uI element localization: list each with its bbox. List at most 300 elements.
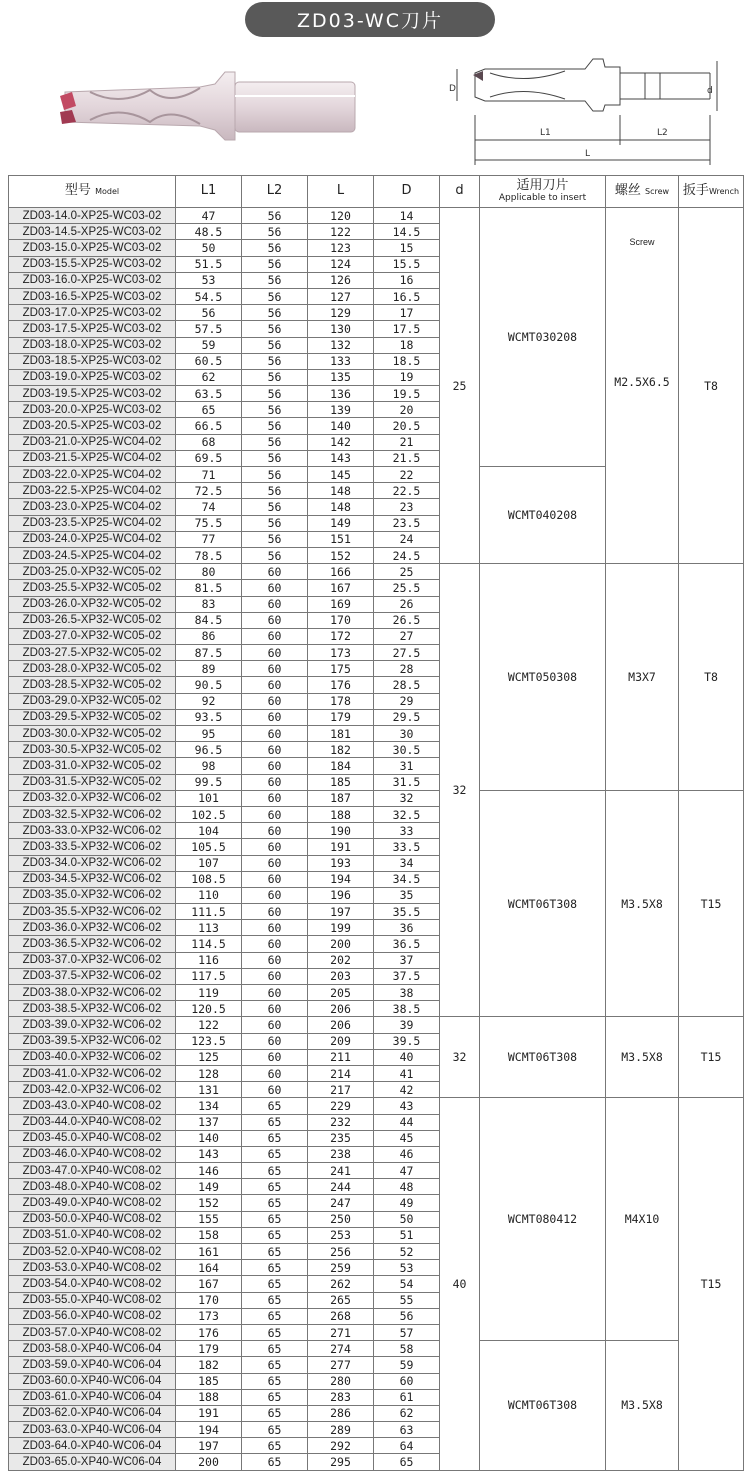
l2-cell: 60 — [242, 661, 308, 677]
insert-cell: WCMT06T308 — [480, 1017, 606, 1098]
diameter-cell: 30 — [374, 726, 440, 742]
l1-cell: 155 — [176, 1211, 242, 1227]
l1-cell: 131 — [176, 1082, 242, 1098]
l1-cell: 83 — [176, 596, 242, 612]
model-cell: ZD03-14.5-XP25-WC03-02 — [9, 224, 176, 240]
model-cell: ZD03-21.0-XP25-WC04-02 — [9, 434, 176, 450]
page-title: ZD03-WC刀片 — [245, 2, 495, 37]
l-cell: 244 — [308, 1179, 374, 1195]
l-cell: 196 — [308, 887, 374, 903]
l1-cell: 105.5 — [176, 839, 242, 855]
table-row — [9, 1017, 744, 1033]
model-cell: ZD03-34.5-XP32-WC06-02 — [9, 871, 176, 887]
l-cell: 136 — [308, 386, 374, 402]
l2-cell: 65 — [242, 1357, 308, 1373]
model-cell: ZD03-56.0-XP40-WC08-02 — [9, 1308, 176, 1324]
diameter-cell: 63 — [374, 1422, 440, 1438]
screw-value: M2.5X6.5 — [614, 375, 670, 389]
diameter-cell: 23 — [374, 499, 440, 515]
l2-cell: 65 — [242, 1324, 308, 1340]
col-d: d — [440, 176, 480, 208]
screw-cell: M3X7 — [606, 564, 679, 791]
model-cell: ZD03-15.0-XP25-WC03-02 — [9, 240, 176, 256]
l-cell: 120 — [308, 208, 374, 224]
drawing-label-L: L — [585, 149, 591, 159]
l-cell: 200 — [308, 936, 374, 952]
model-cell: ZD03-46.0-XP40-WC08-02 — [9, 1146, 176, 1162]
l-cell: 123 — [308, 240, 374, 256]
l-cell: 209 — [308, 1033, 374, 1049]
l1-cell: 179 — [176, 1341, 242, 1357]
model-cell: ZD03-57.0-XP40-WC08-02 — [9, 1324, 176, 1340]
model-cell: ZD03-49.0-XP40-WC08-02 — [9, 1195, 176, 1211]
diameter-cell: 22 — [374, 467, 440, 483]
diameter-cell: 38.5 — [374, 1001, 440, 1017]
l2-cell: 65 — [242, 1098, 308, 1114]
l1-cell: 87.5 — [176, 645, 242, 661]
l-cell: 214 — [308, 1065, 374, 1081]
diameter-cell: 16.5 — [374, 288, 440, 304]
l-cell: 170 — [308, 612, 374, 628]
diameter-cell: 55 — [374, 1292, 440, 1308]
diameter-cell: 19.5 — [374, 386, 440, 402]
diameter-cell: 28.5 — [374, 677, 440, 693]
drawing-label-L2: L2 — [657, 128, 668, 138]
shank-d-cell: 32 — [440, 1017, 480, 1098]
diameter-cell: 41 — [374, 1065, 440, 1081]
l1-cell: 167 — [176, 1276, 242, 1292]
diameter-cell: 25 — [374, 564, 440, 580]
diameter-cell: 33 — [374, 823, 440, 839]
l1-cell: 98 — [176, 758, 242, 774]
col-model: 型号 Model — [9, 176, 176, 208]
l-cell: 176 — [308, 677, 374, 693]
l1-cell: 102.5 — [176, 806, 242, 822]
diameter-cell: 28 — [374, 661, 440, 677]
l-cell: 197 — [308, 904, 374, 920]
model-cell: ZD03-39.5-XP32-WC06-02 — [9, 1033, 176, 1049]
diameter-cell: 30.5 — [374, 742, 440, 758]
l-cell: 169 — [308, 596, 374, 612]
diameter-cell: 46 — [374, 1146, 440, 1162]
model-cell: ZD03-45.0-XP40-WC08-02 — [9, 1130, 176, 1146]
l2-cell: 65 — [242, 1454, 308, 1470]
screw-cell: M3.5X8 — [606, 790, 679, 1017]
diameter-cell: 39.5 — [374, 1033, 440, 1049]
drawing-label-d: d — [707, 86, 713, 96]
l-cell: 206 — [308, 1001, 374, 1017]
l2-cell: 60 — [242, 839, 308, 855]
l-cell: 148 — [308, 483, 374, 499]
l2-cell: 65 — [242, 1227, 308, 1243]
wrench-cell: T15 — [679, 1098, 744, 1470]
diameter-cell: 36 — [374, 920, 440, 936]
diameter-cell: 37 — [374, 952, 440, 968]
l-cell: 203 — [308, 968, 374, 984]
model-cell: ZD03-25.5-XP32-WC05-02 — [9, 580, 176, 596]
l2-cell: 56 — [242, 305, 308, 321]
l1-cell: 56 — [176, 305, 242, 321]
shank-d-cell: 40 — [440, 1098, 480, 1470]
l-cell: 265 — [308, 1292, 374, 1308]
l1-cell: 65 — [176, 402, 242, 418]
l1-cell: 128 — [176, 1065, 242, 1081]
model-cell: ZD03-26.5-XP32-WC05-02 — [9, 612, 176, 628]
diameter-cell: 19 — [374, 369, 440, 385]
l-cell: 256 — [308, 1244, 374, 1260]
l2-cell: 65 — [242, 1130, 308, 1146]
model-cell: ZD03-42.0-XP32-WC06-02 — [9, 1082, 176, 1098]
l1-cell: 96.5 — [176, 742, 242, 758]
model-cell: ZD03-27.0-XP32-WC05-02 — [9, 628, 176, 644]
diameter-cell: 50 — [374, 1211, 440, 1227]
l2-cell: 56 — [242, 240, 308, 256]
l-cell: 283 — [308, 1389, 374, 1405]
header-row — [9, 176, 744, 208]
diameter-cell: 20.5 — [374, 418, 440, 434]
diameter-cell: 49 — [374, 1195, 440, 1211]
l-cell: 152 — [308, 547, 374, 563]
model-cell: ZD03-36.0-XP32-WC06-02 — [9, 920, 176, 936]
col-insert: 适用刀片 Applicable to insert — [480, 176, 606, 208]
model-cell: ZD03-50.0-XP40-WC08-02 — [9, 1211, 176, 1227]
l-cell: 202 — [308, 952, 374, 968]
l-cell: 167 — [308, 580, 374, 596]
l2-cell: 56 — [242, 418, 308, 434]
l-cell: 268 — [308, 1308, 374, 1324]
diameter-cell: 32.5 — [374, 806, 440, 822]
l-cell: 292 — [308, 1438, 374, 1454]
l-cell: 247 — [308, 1195, 374, 1211]
l-cell: 122 — [308, 224, 374, 240]
l1-cell: 92 — [176, 693, 242, 709]
l1-cell: 116 — [176, 952, 242, 968]
l2-cell: 60 — [242, 887, 308, 903]
dimension-drawing — [445, 55, 720, 170]
diameter-cell: 59 — [374, 1357, 440, 1373]
diameter-cell: 39 — [374, 1017, 440, 1033]
wrench-cell: T15 — [679, 790, 744, 1017]
l-cell: 145 — [308, 467, 374, 483]
screw-caption: Screw — [629, 237, 655, 247]
l-cell: 199 — [308, 920, 374, 936]
l-cell: 229 — [308, 1098, 374, 1114]
drawing-label-D: D — [449, 84, 456, 94]
l2-cell: 65 — [242, 1405, 308, 1421]
model-cell: ZD03-27.5-XP32-WC05-02 — [9, 645, 176, 661]
l-cell: 286 — [308, 1405, 374, 1421]
table-row — [9, 564, 744, 580]
col-l2: L2 — [242, 176, 308, 208]
l-cell: 135 — [308, 369, 374, 385]
model-cell: ZD03-29.0-XP32-WC05-02 — [9, 693, 176, 709]
l-cell: 262 — [308, 1276, 374, 1292]
l2-cell: 65 — [242, 1211, 308, 1227]
l2-cell: 60 — [242, 709, 308, 725]
screw-cell: M3.5X8 — [606, 1017, 679, 1098]
l-cell: 274 — [308, 1341, 374, 1357]
l1-cell: 107 — [176, 855, 242, 871]
model-cell: ZD03-19.5-XP25-WC03-02 — [9, 386, 176, 402]
l2-cell: 60 — [242, 693, 308, 709]
l2-cell: 60 — [242, 612, 308, 628]
model-cell: ZD03-64.0-XP40-WC06-04 — [9, 1438, 176, 1454]
l-cell: 271 — [308, 1324, 374, 1340]
l2-cell: 56 — [242, 450, 308, 466]
l2-cell: 56 — [242, 256, 308, 272]
l1-cell: 59 — [176, 337, 242, 353]
l-cell: 217 — [308, 1082, 374, 1098]
diameter-cell: 62 — [374, 1405, 440, 1421]
l-cell: 149 — [308, 515, 374, 531]
diameter-cell: 42 — [374, 1082, 440, 1098]
l1-cell: 77 — [176, 531, 242, 547]
l2-cell: 65 — [242, 1389, 308, 1405]
model-cell: ZD03-28.5-XP32-WC05-02 — [9, 677, 176, 693]
l2-cell: 60 — [242, 1082, 308, 1098]
model-cell: ZD03-15.5-XP25-WC03-02 — [9, 256, 176, 272]
l1-cell: 81.5 — [176, 580, 242, 596]
l-cell: 211 — [308, 1049, 374, 1065]
l-cell: 238 — [308, 1146, 374, 1162]
diameter-cell: 26 — [374, 596, 440, 612]
diameter-cell: 29.5 — [374, 709, 440, 725]
diameter-cell: 17 — [374, 305, 440, 321]
drawing-label-L1: L1 — [540, 128, 551, 138]
diameter-cell: 33.5 — [374, 839, 440, 855]
diameter-cell: 35.5 — [374, 904, 440, 920]
l-cell: 172 — [308, 628, 374, 644]
l-cell: 289 — [308, 1422, 374, 1438]
model-cell: ZD03-20.5-XP25-WC03-02 — [9, 418, 176, 434]
diameter-cell: 29 — [374, 693, 440, 709]
l-cell: 139 — [308, 402, 374, 418]
l1-cell: 50 — [176, 240, 242, 256]
l2-cell: 65 — [242, 1308, 308, 1324]
wrench-cell: T8 — [679, 564, 744, 791]
l2-cell: 60 — [242, 580, 308, 596]
model-cell: ZD03-38.5-XP32-WC06-02 — [9, 1001, 176, 1017]
l2-cell: 65 — [242, 1244, 308, 1260]
model-cell: ZD03-33.0-XP32-WC06-02 — [9, 823, 176, 839]
l1-cell: 108.5 — [176, 871, 242, 887]
l-cell: 179 — [308, 709, 374, 725]
model-cell: ZD03-23.0-XP25-WC04-02 — [9, 499, 176, 515]
l1-cell: 99.5 — [176, 774, 242, 790]
l2-cell: 56 — [242, 499, 308, 515]
model-cell: ZD03-14.0-XP25-WC03-02 — [9, 208, 176, 224]
insert-cell: WCMT06T308 — [480, 1341, 606, 1471]
l1-cell: 86 — [176, 628, 242, 644]
model-cell: ZD03-25.0-XP32-WC05-02 — [9, 564, 176, 580]
diameter-cell: 17.5 — [374, 321, 440, 337]
l-cell: 127 — [308, 288, 374, 304]
diameter-cell: 14.5 — [374, 224, 440, 240]
l2-cell: 60 — [242, 758, 308, 774]
model-cell: ZD03-36.5-XP32-WC06-02 — [9, 936, 176, 952]
l1-cell: 71 — [176, 467, 242, 483]
diameter-cell: 31.5 — [374, 774, 440, 790]
diameter-cell: 44 — [374, 1114, 440, 1130]
l2-cell: 60 — [242, 677, 308, 693]
l1-cell: 188 — [176, 1389, 242, 1405]
table-row — [9, 1098, 744, 1114]
l1-cell: 101 — [176, 790, 242, 806]
diameter-cell: 37.5 — [374, 968, 440, 984]
model-cell: ZD03-61.0-XP40-WC06-04 — [9, 1389, 176, 1405]
l2-cell: 65 — [242, 1163, 308, 1179]
insert-cell: WCMT06T308 — [480, 790, 606, 1017]
table-body — [9, 208, 744, 1471]
l-cell: 182 — [308, 742, 374, 758]
l1-cell: 122 — [176, 1017, 242, 1033]
model-cell: ZD03-37.5-XP32-WC06-02 — [9, 968, 176, 984]
model-cell: ZD03-65.0-XP40-WC06-04 — [9, 1454, 176, 1470]
model-cell: ZD03-28.0-XP32-WC05-02 — [9, 661, 176, 677]
diameter-cell: 61 — [374, 1389, 440, 1405]
l1-cell: 110 — [176, 887, 242, 903]
l-cell: 175 — [308, 661, 374, 677]
model-cell: ZD03-48.0-XP40-WC08-02 — [9, 1179, 176, 1195]
l2-cell: 65 — [242, 1422, 308, 1438]
diameter-cell: 38 — [374, 985, 440, 1001]
l2-cell: 60 — [242, 726, 308, 742]
model-cell: ZD03-32.5-XP32-WC06-02 — [9, 806, 176, 822]
l-cell: 250 — [308, 1211, 374, 1227]
l1-cell: 93.5 — [176, 709, 242, 725]
l1-cell: 89 — [176, 661, 242, 677]
l2-cell: 60 — [242, 742, 308, 758]
model-cell: ZD03-17.5-XP25-WC03-02 — [9, 321, 176, 337]
l2-cell: 56 — [242, 531, 308, 547]
l-cell: 143 — [308, 450, 374, 466]
col-screw: 螺丝 Screw — [606, 176, 679, 208]
diameter-cell: 34 — [374, 855, 440, 871]
l2-cell: 56 — [242, 321, 308, 337]
l-cell: 124 — [308, 256, 374, 272]
insert-cell: WCMT030208 — [480, 208, 606, 467]
diameter-cell: 64 — [374, 1438, 440, 1454]
model-cell: ZD03-51.0-XP40-WC08-02 — [9, 1227, 176, 1243]
l2-cell: 65 — [242, 1341, 308, 1357]
model-cell: ZD03-39.0-XP32-WC06-02 — [9, 1017, 176, 1033]
l1-cell: 146 — [176, 1163, 242, 1179]
wrench-cell: T8 — [679, 208, 744, 564]
l-cell: 194 — [308, 871, 374, 887]
l1-cell: 63.5 — [176, 386, 242, 402]
l1-cell: 117.5 — [176, 968, 242, 984]
l2-cell: 65 — [242, 1373, 308, 1389]
l2-cell: 60 — [242, 855, 308, 871]
diameter-cell: 40 — [374, 1049, 440, 1065]
l1-cell: 134 — [176, 1098, 242, 1114]
l-cell: 126 — [308, 272, 374, 288]
model-cell: ZD03-60.0-XP40-WC06-04 — [9, 1373, 176, 1389]
l2-cell: 60 — [242, 1001, 308, 1017]
model-cell: ZD03-29.5-XP32-WC05-02 — [9, 709, 176, 725]
l1-cell: 51.5 — [176, 256, 242, 272]
screw-cell — [606, 208, 679, 564]
insert-cell: WCMT080412 — [480, 1098, 606, 1341]
model-cell: ZD03-62.0-XP40-WC06-04 — [9, 1405, 176, 1421]
l-cell: 142 — [308, 434, 374, 450]
insert-cell: WCMT050308 — [480, 564, 606, 791]
l1-cell: 191 — [176, 1405, 242, 1421]
l2-cell: 60 — [242, 1065, 308, 1081]
diameter-cell: 27 — [374, 628, 440, 644]
model-cell: ZD03-17.0-XP25-WC03-02 — [9, 305, 176, 321]
model-cell: ZD03-18.0-XP25-WC03-02 — [9, 337, 176, 353]
l2-cell: 56 — [242, 369, 308, 385]
insert-cell: WCMT040208 — [480, 467, 606, 564]
l1-cell: 197 — [176, 1438, 242, 1454]
diameter-cell: 15 — [374, 240, 440, 256]
l2-cell: 60 — [242, 936, 308, 952]
l-cell: 193 — [308, 855, 374, 871]
l-cell: 191 — [308, 839, 374, 855]
model-cell: ZD03-22.0-XP25-WC04-02 — [9, 467, 176, 483]
l2-cell: 60 — [242, 1049, 308, 1065]
diameter-cell: 26.5 — [374, 612, 440, 628]
l-cell: 241 — [308, 1163, 374, 1179]
model-cell: ZD03-43.0-XP40-WC08-02 — [9, 1098, 176, 1114]
table-row — [9, 208, 744, 224]
l-cell: 133 — [308, 353, 374, 369]
l1-cell: 68 — [176, 434, 242, 450]
l1-cell: 60.5 — [176, 353, 242, 369]
l-cell: 253 — [308, 1227, 374, 1243]
l2-cell: 60 — [242, 985, 308, 1001]
l1-cell: 152 — [176, 1195, 242, 1211]
model-cell: ZD03-18.5-XP25-WC03-02 — [9, 353, 176, 369]
l1-cell: 164 — [176, 1260, 242, 1276]
model-cell: ZD03-16.0-XP25-WC03-02 — [9, 272, 176, 288]
l2-cell: 60 — [242, 628, 308, 644]
col-l: L — [308, 176, 374, 208]
col-wrench: 扳手Wrench — [679, 176, 744, 208]
l1-cell: 104 — [176, 823, 242, 839]
diameter-cell: 47 — [374, 1163, 440, 1179]
l1-cell: 57.5 — [176, 321, 242, 337]
l1-cell: 194 — [176, 1422, 242, 1438]
l2-cell: 60 — [242, 596, 308, 612]
l2-cell: 56 — [242, 224, 308, 240]
l1-cell: 119 — [176, 985, 242, 1001]
l2-cell: 60 — [242, 871, 308, 887]
l2-cell: 60 — [242, 823, 308, 839]
l-cell: 185 — [308, 774, 374, 790]
model-cell: ZD03-16.5-XP25-WC03-02 — [9, 288, 176, 304]
diameter-cell: 57 — [374, 1324, 440, 1340]
l1-cell: 72.5 — [176, 483, 242, 499]
l1-cell: 182 — [176, 1357, 242, 1373]
l1-cell: 113 — [176, 920, 242, 936]
l2-cell: 65 — [242, 1276, 308, 1292]
l-cell: 232 — [308, 1114, 374, 1130]
model-cell: ZD03-24.5-XP25-WC04-02 — [9, 547, 176, 563]
drill-photo — [50, 62, 360, 152]
l1-cell: 123.5 — [176, 1033, 242, 1049]
l2-cell: 65 — [242, 1438, 308, 1454]
model-cell: ZD03-24.0-XP25-WC04-02 — [9, 531, 176, 547]
diameter-cell: 56 — [374, 1308, 440, 1324]
diameter-cell: 27.5 — [374, 645, 440, 661]
l1-cell: 74 — [176, 499, 242, 515]
l1-cell: 120.5 — [176, 1001, 242, 1017]
l-cell: 148 — [308, 499, 374, 515]
l-cell: 235 — [308, 1130, 374, 1146]
l2-cell: 60 — [242, 806, 308, 822]
